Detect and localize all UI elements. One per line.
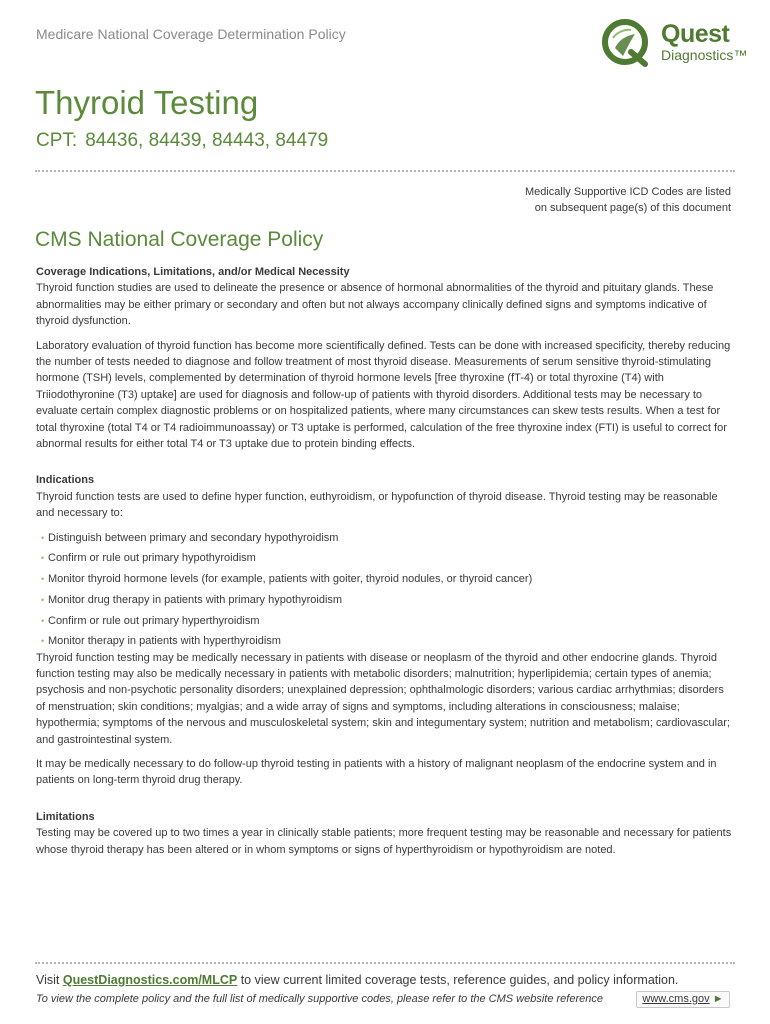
list-item: • Monitor drug therapy in patients with primary hypothyroidism	[41, 592, 736, 608]
bullet-icon: •	[41, 574, 45, 585]
indications-list	[36, 530, 736, 650]
quest-q-icon	[601, 18, 653, 68]
indications-paragraph-3: It may be medically necessary to do follow-up thyroid testing in patients with a history of malignant neoplasm of the endocrine system and in patients on long-term thyroid drug therapy.	[36, 758, 717, 787]
bullet-icon: •	[41, 532, 45, 543]
document-title: Thyroid Testing	[35, 84, 259, 121]
play-arrow-icon: ►	[712, 993, 724, 1005]
mlcp-link[interactable]: QuestDiagnostics.com/MLCP	[62, 973, 238, 987]
cpt-codes: 84436, 84439, 84443, 84479	[85, 130, 329, 151]
list-item: • Distinguish between primary and secondary hypothyroidism	[41, 530, 736, 546]
icd-note-line1: Medically Supportive ICD Codes are listed	[524, 186, 731, 198]
top-divider	[35, 170, 735, 172]
list-item: • Monitor therapy in patients with hyperthyroidism	[41, 633, 736, 649]
footer-visit-line: Visit QuestDiagnostics.com/MLCP to view current limited coverage tests, reference guides, and policy information.	[36, 973, 679, 987]
coverage-heading: Coverage Indications, Limitations, and/or Medical Necessity	[36, 266, 350, 278]
limitations-heading: Limitations	[36, 810, 95, 823]
coverage-paragraph-1: Thyroid function studies are used to delineate the presence or absence of hormonal abnormalities of the thyroid and pituitary glands. These abnormalities may be either primary or secondary and often but not always accompany clinically defined signs and symptoms indicative of thyroid dysfunction.	[36, 282, 714, 328]
bullet-icon: •	[41, 615, 45, 626]
quest-diagnostics-logo	[601, 18, 761, 68]
list-item: • Confirm or rule out primary hypothyroidism	[41, 550, 736, 566]
indications-heading: Indications	[36, 474, 95, 487]
logo-wordmark-diagnostics: Diagnostics™	[661, 47, 748, 63]
indications-intro: Thyroid function tests are used to define hyper function, euthyroidism, or hypofunction of thyroid disease. Thyroid testing may be reasonable and necessary to:	[36, 490, 718, 520]
indications-paragraph-2: Thyroid function testing may be medically necessary in patients with disease or neoplasm of the thyroid and other endocrine glands. Thyroid function testing may also be medically necessary in patients with metabolic disorders; malnutrition; hyperlipidemia; certain types of anemia; psychosis and non-psychotic personality disorders; unexplained depression; ophthalmologic disorders; various cardiac arrhythmias; disorders of menstruation; skin conditions; myalgias; and a wide array of signs and symptoms, including alterations in consciousness; malaise; hypothermia; symptoms of the nervous and musculoskeletal system; skin and integumentary system; nutrition and metabolism; cardiovascular; and gastrointestinal system.	[36, 651, 730, 746]
icd-note-line2: on subsequent page(s) of this document	[534, 202, 731, 214]
list-item: • Confirm or rule out primary hyperthyroidism	[41, 613, 736, 629]
cpt-label: CPT:	[36, 130, 78, 151]
policy-header-title: Medicare National Coverage Determination Policy	[36, 26, 346, 42]
bullet-icon: •	[41, 636, 45, 647]
bullet-icon: •	[41, 553, 45, 564]
section-title: CMS National Coverage Policy	[35, 228, 324, 251]
icd-codes-note	[525, 184, 731, 216]
cms-link-text[interactable]: www.cms.gov	[642, 993, 710, 1005]
cms-website-button[interactable]	[636, 991, 730, 1008]
limitations-paragraph: Testing may be covered up to two times a year in clinically stable patients; more frequent testing may be reasonable and necessary for patients whose thyroid therapy has been altered or in whom symptoms or signs of hyperthyroidism or hypothyroidism are noted.	[36, 827, 732, 856]
bullet-icon: •	[41, 594, 45, 605]
logo-wordmark-quest: Quest	[661, 20, 730, 48]
coverage-paragraph-2: Laboratory evaluation of thyroid function has become more scientifically defined. Tests can be done with increased specificity, thereby reducing the number of tests needed to diagnose and follow treatment of most thyroid disease. Measurements of serum sensitive thyroid-stimulating hormone (TSH) levels, complemented by determination of thyroid hormone levels [free thyroxine (fT-4) or total thyroxine (T4) with Triiodothyronine (T3) uptake] are used for diagnosis and follow-up of patients with thyroid disorders. Additional tests may be necessary to evaluate certain complex diagnostic problems or on hospitalized patients, where many circumstances can skew tests results. When a test for total thyroxine (total T4 or T4 radioimmunoassay) or T3 uptake is performed, calculation of the free thyroxine index (FTI) is useful to correct for abnormal results for either total T4 or T3 uptake due to protein binding effects.	[36, 339, 731, 451]
footer-cms-note: To view the complete policy and the full list of medically supportive codes, please refer to the CMS website reference	[36, 993, 603, 1005]
list-item: • Monitor thyroid hormone levels (for example, patients with goiter, thyroid nodules, or thyroid cancer)	[41, 571, 736, 587]
bottom-divider	[35, 962, 735, 964]
cpt-codes-line	[36, 130, 328, 152]
policy-content	[36, 264, 736, 858]
